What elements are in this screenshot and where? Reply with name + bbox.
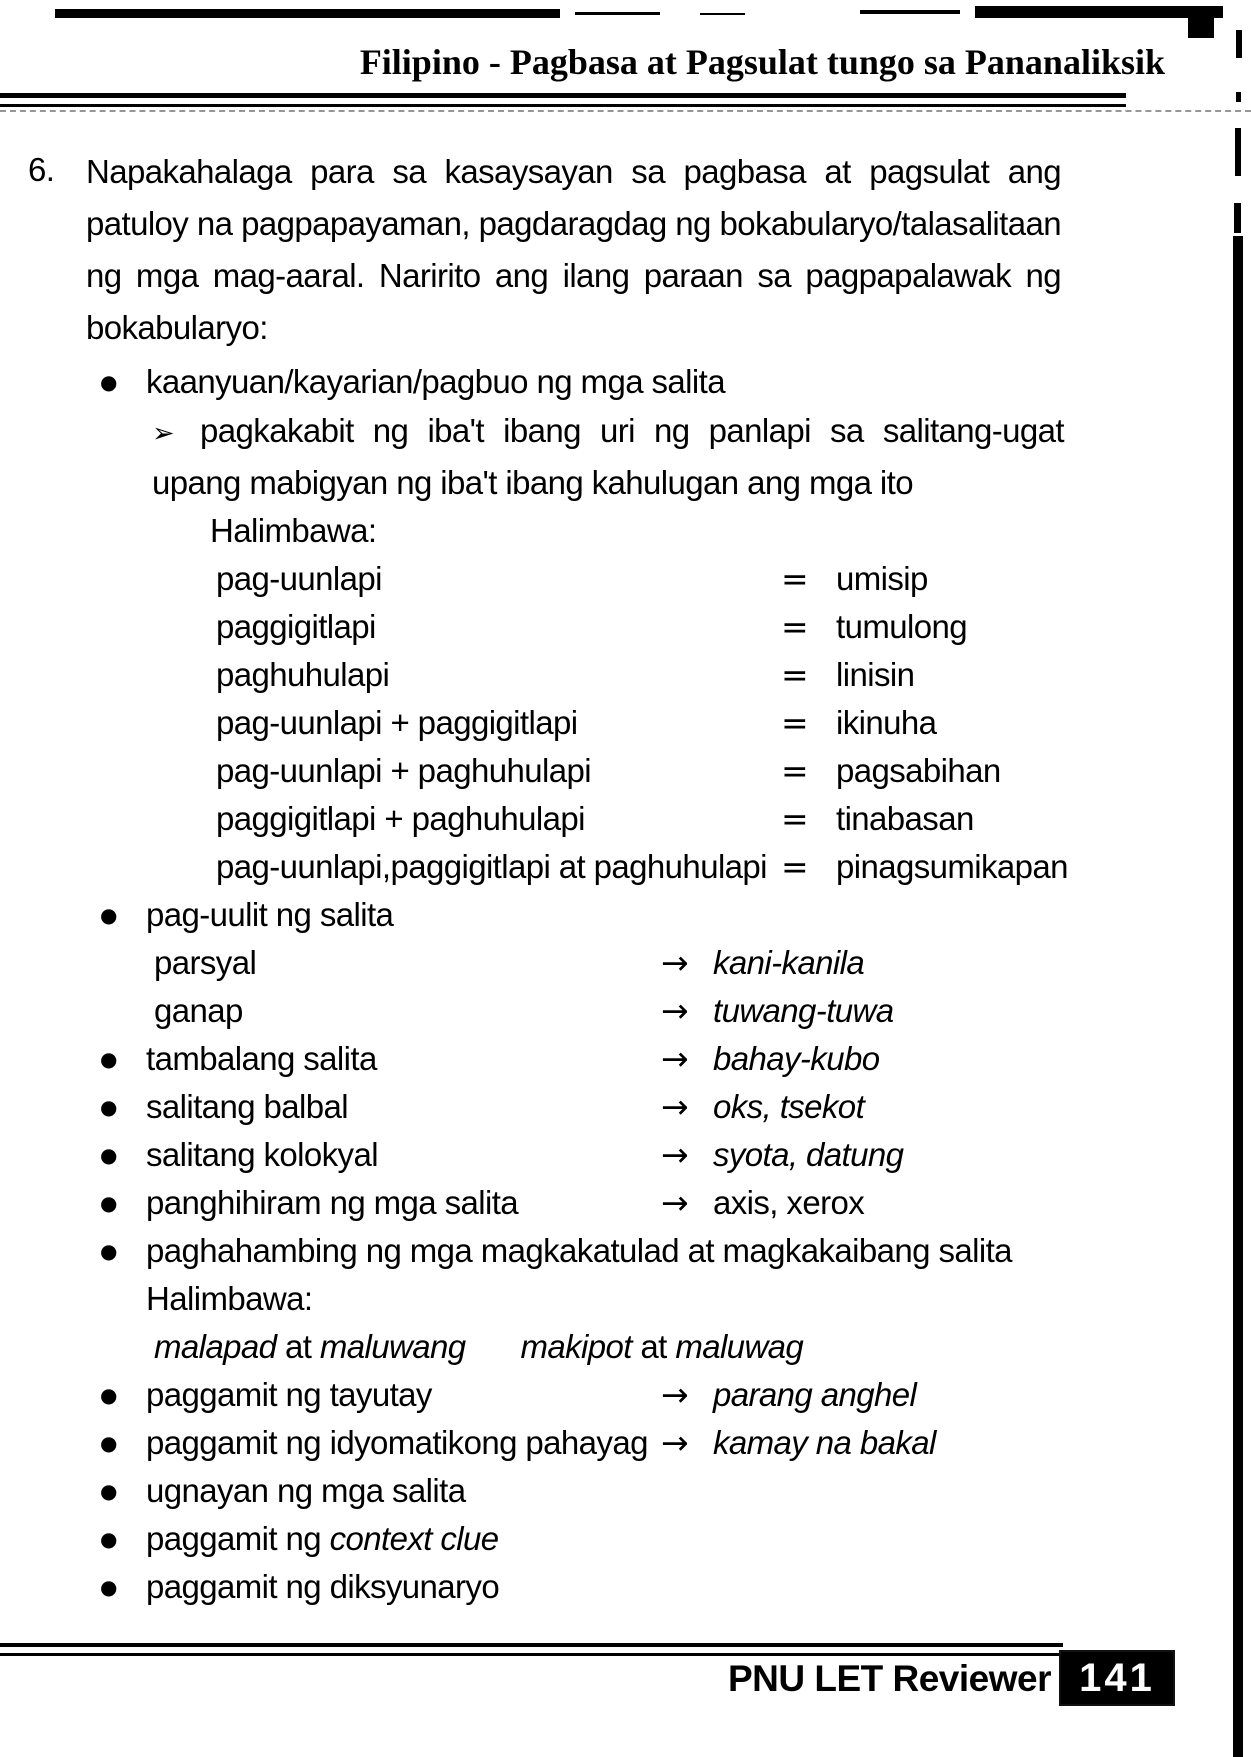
scan-edge-line <box>1233 236 1243 1757</box>
affix-term: pag-uunlapi <box>216 560 382 597</box>
equals-icon: = <box>781 655 809 694</box>
label-italic-part: context clue <box>329 1520 499 1557</box>
term: panghihiram ng mga salita <box>146 1184 519 1221</box>
header-divider-dash <box>0 110 1251 112</box>
equals-icon: = <box>781 847 809 886</box>
table-row <box>146 1371 1251 1419</box>
example-value: parang anghel <box>713 1376 917 1413</box>
equals-icon: = <box>781 607 809 646</box>
list-item <box>100 1563 1251 1611</box>
bullet-icon: ● <box>100 903 117 927</box>
item-paragraph: Napakahalaga para sa kasaysayan sa pagbasa at pagsulat ang patuloy na pagpapayaman, pagdaragdag ng bokabularyo/talasalitaan ng mga mag-aaral. Naririto ang ilang paraan sa pagpapalawak ng bokabularyo: <box>86 153 1061 346</box>
bullet-icon: ● <box>100 1191 117 1215</box>
table-row <box>146 1419 1251 1467</box>
list-item <box>100 1131 1251 1179</box>
conjunction: at <box>631 1328 676 1365</box>
compare-word: makipot <box>520 1328 632 1365</box>
footer-divider <box>0 1653 1063 1656</box>
affix-value: ikinuha <box>836 704 937 741</box>
table-row <box>146 1131 1251 1179</box>
example-value: bahay-kubo <box>713 1040 880 1077</box>
compare-word: malapad <box>154 1328 277 1365</box>
table-row <box>216 555 1251 603</box>
table-row <box>216 843 1251 891</box>
table-row <box>216 795 1251 843</box>
table-row <box>216 603 1251 651</box>
list-item <box>100 1467 1251 1515</box>
repetition-examples <box>154 939 1251 1035</box>
affix-term: pag-uunlapi,paggigitlapi at paghuhulapi <box>216 848 767 885</box>
example-value: syota, datung <box>713 1136 904 1173</box>
item-number: 6. <box>28 151 55 188</box>
list-item <box>100 1083 1251 1131</box>
page-number-badge: 141 <box>1061 1652 1173 1704</box>
term: tambalang salita <box>146 1040 377 1077</box>
affix-term: pag-uunlapi + paghuhulapi <box>216 752 591 789</box>
comparison-examples <box>154 1323 1251 1371</box>
arrow-icon: → <box>661 1087 689 1126</box>
example-value: kani-kanila <box>713 944 865 981</box>
example-value: oks, tsekot <box>713 1088 865 1125</box>
scan-edge-dash <box>1234 203 1241 233</box>
header-divider <box>0 93 1126 107</box>
vocabulary-methods-list <box>100 358 1251 1611</box>
table-row <box>216 747 1251 795</box>
bullet-icon: ● <box>100 1431 117 1455</box>
conjunction: at <box>276 1328 320 1365</box>
pointer-arrow-icon: ➢ <box>152 418 175 449</box>
bullet-icon: ● <box>100 370 117 394</box>
numbered-item-6 <box>28 146 1251 354</box>
affix-value: tumulong <box>836 608 967 645</box>
list-item-label: ugnayan ng mga salita <box>146 1472 466 1509</box>
page-title: Filipino - Pagbasa at Pagsulat tungo sa Pananaliksik <box>359 42 1165 82</box>
affix-term: paghuhulapi <box>216 656 390 693</box>
affix-value: pinagsumikapan <box>836 848 1068 885</box>
table-row <box>146 1179 1251 1227</box>
compare-word: maluwang <box>319 1328 466 1365</box>
list-item <box>100 891 1251 1035</box>
affix-term: paggigitlapi + paghuhulapi <box>216 800 585 837</box>
pointer-note-text: pagkakabit ng iba't ibang uri ng panlapi sa salitang-ugat upang mabigyan ng iba't ibang kahulugan ang mga ito <box>152 412 1064 501</box>
affix-term: pag-uunlapi + paggigitlapi <box>216 704 578 741</box>
compare-word: maluwag <box>675 1328 804 1365</box>
list-item-label: kaanyuan/kayarian/pagbuo ng mga salita <box>146 363 725 400</box>
table-row <box>154 987 1251 1035</box>
arrow-icon: → <box>661 943 689 982</box>
equals-icon: = <box>781 559 809 598</box>
example-value: tuwang-tuwa <box>713 992 894 1029</box>
term: salitang balbal <box>146 1088 348 1125</box>
arrow-icon: → <box>661 1135 689 1174</box>
document-body <box>28 146 1251 1611</box>
list-item <box>100 1419 1251 1467</box>
bullet-icon: ● <box>100 1047 117 1071</box>
affix-value: umisip <box>836 560 928 597</box>
affix-value: linisin <box>836 656 915 693</box>
bullet-icon: ● <box>100 1479 117 1503</box>
pointer-note <box>152 406 1064 507</box>
list-item <box>100 1179 1251 1227</box>
term: parsyal <box>154 944 257 981</box>
table-row <box>216 699 1251 747</box>
list-item-label <box>146 1515 1251 1563</box>
page-header <box>0 0 1251 112</box>
footer-divider <box>0 1643 1063 1647</box>
example-value: kamay na bakal <box>713 1424 936 1461</box>
term: salitang kolokyal <box>146 1136 378 1173</box>
table-row <box>146 1035 1251 1083</box>
affix-term: paggigitlapi <box>216 608 376 645</box>
term: paggamit ng idyomatikong pahayag <box>146 1424 648 1461</box>
list-item <box>100 1515 1251 1563</box>
arrow-icon: → <box>661 1039 689 1078</box>
bullet-icon: ● <box>100 1383 117 1407</box>
bullet-icon: ● <box>100 1239 117 1263</box>
list-item <box>100 1371 1251 1419</box>
bullet-icon: ● <box>100 1143 117 1167</box>
bullet-icon: ● <box>100 1575 117 1599</box>
example-value: axis, xerox <box>713 1184 865 1221</box>
term: ganap <box>154 992 243 1029</box>
bullet-icon: ● <box>100 1095 117 1119</box>
equals-icon: = <box>781 703 809 742</box>
term: paggamit ng tayutay <box>146 1376 432 1413</box>
arrow-icon: → <box>661 1375 689 1414</box>
table-row <box>146 1083 1251 1131</box>
list-item-label: paggamit ng diksyunaryo <box>146 1568 500 1605</box>
bullet-icon: ● <box>100 1527 117 1551</box>
affix-examples-table <box>216 555 1251 891</box>
list-item <box>100 1035 1251 1083</box>
example-label: Halimbawa: <box>210 512 377 549</box>
equals-icon: = <box>781 799 809 838</box>
label-prefix: paggamit ng <box>146 1520 330 1557</box>
footer-label: PNU LET Reviewer <box>727 1658 1051 1699</box>
affix-value: pagsabihan <box>836 752 1001 789</box>
list-item <box>100 358 1251 891</box>
arrow-icon: → <box>661 1183 689 1222</box>
arrow-icon: → <box>661 1423 689 1462</box>
arrow-icon: → <box>661 991 689 1030</box>
example-label: Halimbawa: <box>146 1280 313 1317</box>
scan-edge-dash <box>1235 128 1241 176</box>
affix-value: tinabasan <box>836 800 974 837</box>
list-item-label: paghahambing ng mga magkakatulad at magkakaibang salita <box>146 1232 1012 1269</box>
table-row <box>216 651 1251 699</box>
list-item <box>100 1227 1251 1371</box>
list-item-label: pag-uulit ng salita <box>146 896 394 933</box>
equals-icon: = <box>781 751 809 790</box>
table-row <box>154 939 1251 987</box>
